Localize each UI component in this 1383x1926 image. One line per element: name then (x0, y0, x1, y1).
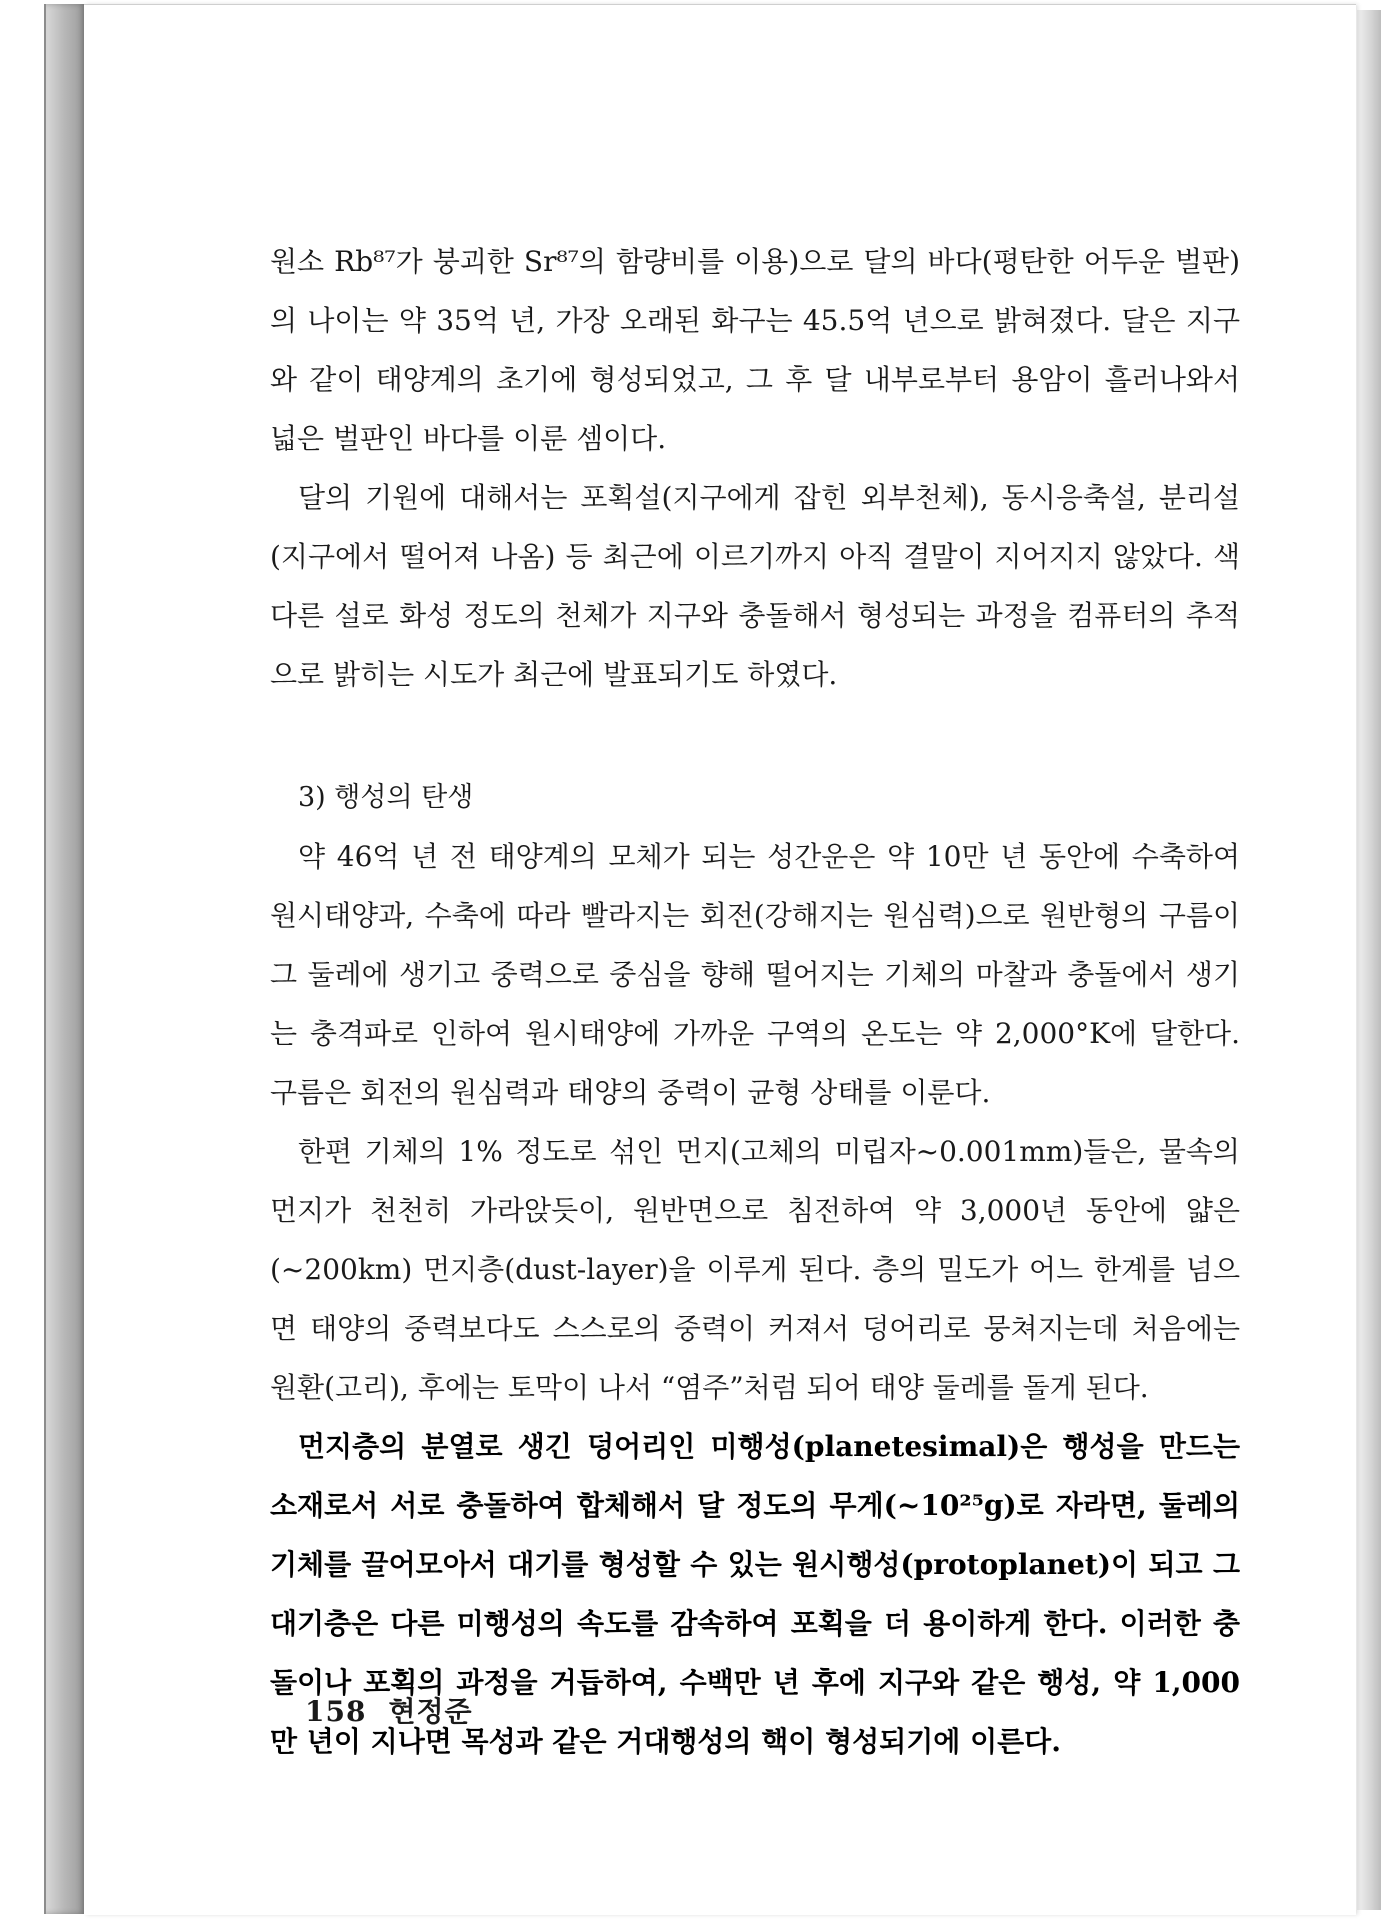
running-author: 현정준 (388, 1695, 473, 1728)
paragraph-moon-origin: 달의 기원에 대해서는 포획설(지구에게 잡힌 외부천체), 동시응축설, 분리설(지구에서 떨어져 나옴) 등 최근에 이르기까지 아직 결말이 지어지지 않았다. 색다른 설로 화성 정도의 천체가 지구와 충돌해서 형성되는 과정을 컴퓨터의 추적으로 밝히는 시도가 최근에 발표되기도 하였다. (270, 481, 1240, 691)
page-footer (305, 1690, 473, 1730)
page-edge (1357, 10, 1381, 1910)
paragraph-planetesimal: 먼지층의 분열로 생긴 덩어리인 미행성(planetesimal)은 행성을 만드는 소재로서 서로 충돌하여 합체해서 달 정도의 무게(~10²⁵g)로 자라면, 둘레의 기체를 끌어모아서 대기를 형성할 수 있는 원시행성(protoplanet)이 되고 그 대기층은 다른 미행성의 속도를 감속하여 포획을 더 용이하게 한다. 이러한 충돌이나 포획의 과정을 거듭하여, 수백만 년 후에 지구와 같은 행성, 약 1,000만 년이 지나면 목성과 같은 거대행성의 핵이 형성되기에 이른다. (270, 1430, 1240, 1758)
paragraph-solar-nebula: 약 46억 년 전 태양계의 모체가 되는 성간운은 약 10만 년 동안에 수축하여 원시태양과, 수축에 따라 빨라지는 회전(강해지는 원심력)으로 원반형의 구름이 그 둘레에 생기고 중력으로 중심을 향해 떨어지는 기체의 마찰과 충돌에서 생기는 충격파로 인하여 원시태양에 가까운 구역의 온도는 약 2,000°K에 달한다. 구름은 회전의 원심력과 태양의 중력이 균형 상태를 이룬다. (270, 840, 1240, 1109)
page-number: 158 (305, 1695, 367, 1728)
page-body (270, 232, 1240, 1771)
book-spine (44, 4, 86, 1914)
paragraph-moon-age: 원소 Rb⁸⁷가 붕괴한 Sr⁸⁷의 함량비를 이용)으로 달의 바다(평탄한 어두운 벌판)의 나이는 약 35억 년, 가장 오래된 화구는 45.5억 년으로 밝혀졌다. 달은 지구와 같이 태양계의 초기에 형성되었고, 그 후 달 내부로부터 용암이 흘러나와서 넓은 벌판인 바다를 이룬 셈이다. (270, 245, 1240, 455)
section-heading: 3) 행성의 탄생 (298, 782, 474, 813)
paragraph-dust-layer: 한편 기체의 1% 정도로 섞인 먼지(고체의 미립자~0.001mm)들은, 물속의 먼지가 천천히 가라앉듯이, 원반면으로 침전하여 약 3,000년 동안에 얇은(~200km) 먼지층(dust-layer)을 이루게 된다. 층의 밀도가 어느 한계를 넘으면 태양의 중력보다도 스스로의 중력이 커져서 덩어리로 뭉쳐지는데 처음에는 원환(고리), 후에는 토막이 나서 “염주”처럼 되어 태양 둘레를 돌게 된다. (270, 1135, 1240, 1404)
